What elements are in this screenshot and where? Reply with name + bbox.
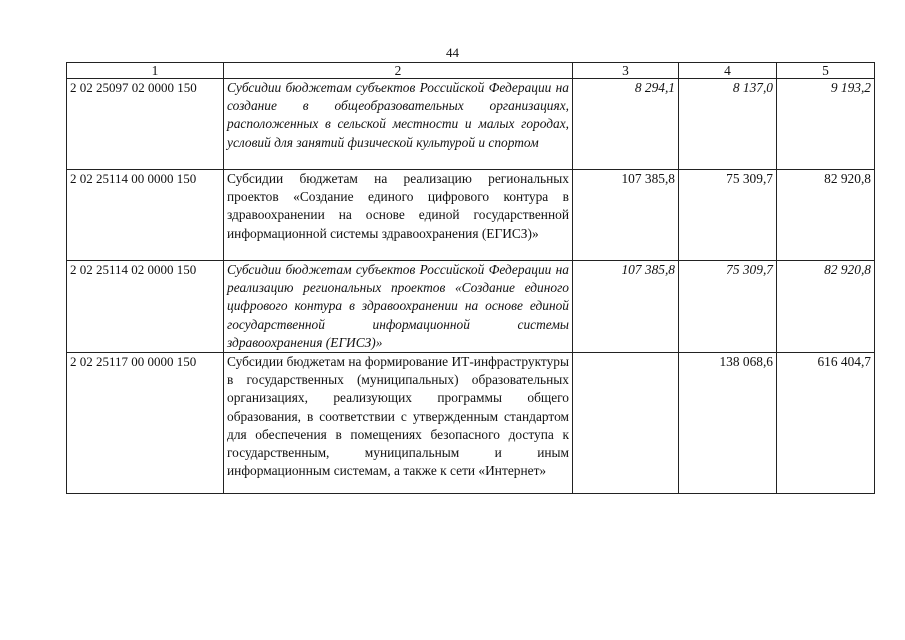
value-col5-cell: 82 920,8 — [777, 170, 875, 261]
column-header-3: 3 — [573, 63, 679, 79]
table-header-row — [67, 63, 875, 79]
column-header-1: 1 — [67, 63, 224, 79]
description-cell: Субсидии бюджетам субъектов Российской Федерации на создание в общеобразовательных организациях, расположенных в сельской местности и малых городах, условий для занятий физической культурой и спортом — [224, 79, 573, 170]
value-col3-cell: 107 385,8 — [573, 261, 679, 353]
column-header-5: 5 — [777, 63, 875, 79]
budget-table — [66, 62, 875, 494]
value-col3-cell: 8 294,1 — [573, 79, 679, 170]
budget-code-cell: 2 02 25114 00 0000 150 — [67, 170, 224, 261]
value-col4-cell: 75 309,7 — [679, 261, 777, 353]
value-col4-cell: 8 137,0 — [679, 79, 777, 170]
table-row — [67, 79, 875, 170]
value-col3-cell: 107 385,8 — [573, 170, 679, 261]
value-col5-cell: 9 193,2 — [777, 79, 875, 170]
value-col4-cell: 75 309,7 — [679, 170, 777, 261]
description-cell: Субсидии бюджетам на реализацию региональных проектов «Создание единого цифрового контура в здравоохранении на основе единой государственной информационной системы здравоохранения (ЕГИСЗ)» — [224, 170, 573, 261]
description-cell: Субсидии бюджетам субъектов Российской Федерации на реализацию региональных проектов «Создание единого цифрового контура в здравоохранении на основе единой государственной информационной системы здравоохранения (ЕГИСЗ)» — [224, 261, 573, 353]
table-row — [67, 170, 875, 261]
table-row — [67, 261, 875, 353]
page-number: 44 — [446, 45, 459, 60]
column-header-4: 4 — [679, 63, 777, 79]
budget-code-cell: 2 02 25097 02 0000 150 — [67, 79, 224, 170]
column-header-2: 2 — [224, 63, 573, 79]
value-col3-cell — [573, 353, 679, 494]
budget-code-cell: 2 02 25117 00 0000 150 — [67, 353, 224, 494]
value-col4-cell: 138 068,6 — [679, 353, 777, 494]
table-row — [67, 353, 875, 494]
description-cell: Субсидии бюджетам на формирование ИТ-инфраструктуры в государственных (муниципальных) образовательных организациях, реализующих программы общего образования, в соответствии с утвержденным стандартом для обеспечения в помещениях безопасного доступа к государственным, муниципальным и иным информационным системам, а также к сети «Интернет» — [224, 353, 573, 494]
value-col5-cell: 82 920,8 — [777, 261, 875, 353]
value-col5-cell: 616 404,7 — [777, 353, 875, 494]
budget-code-cell: 2 02 25114 02 0000 150 — [67, 261, 224, 353]
